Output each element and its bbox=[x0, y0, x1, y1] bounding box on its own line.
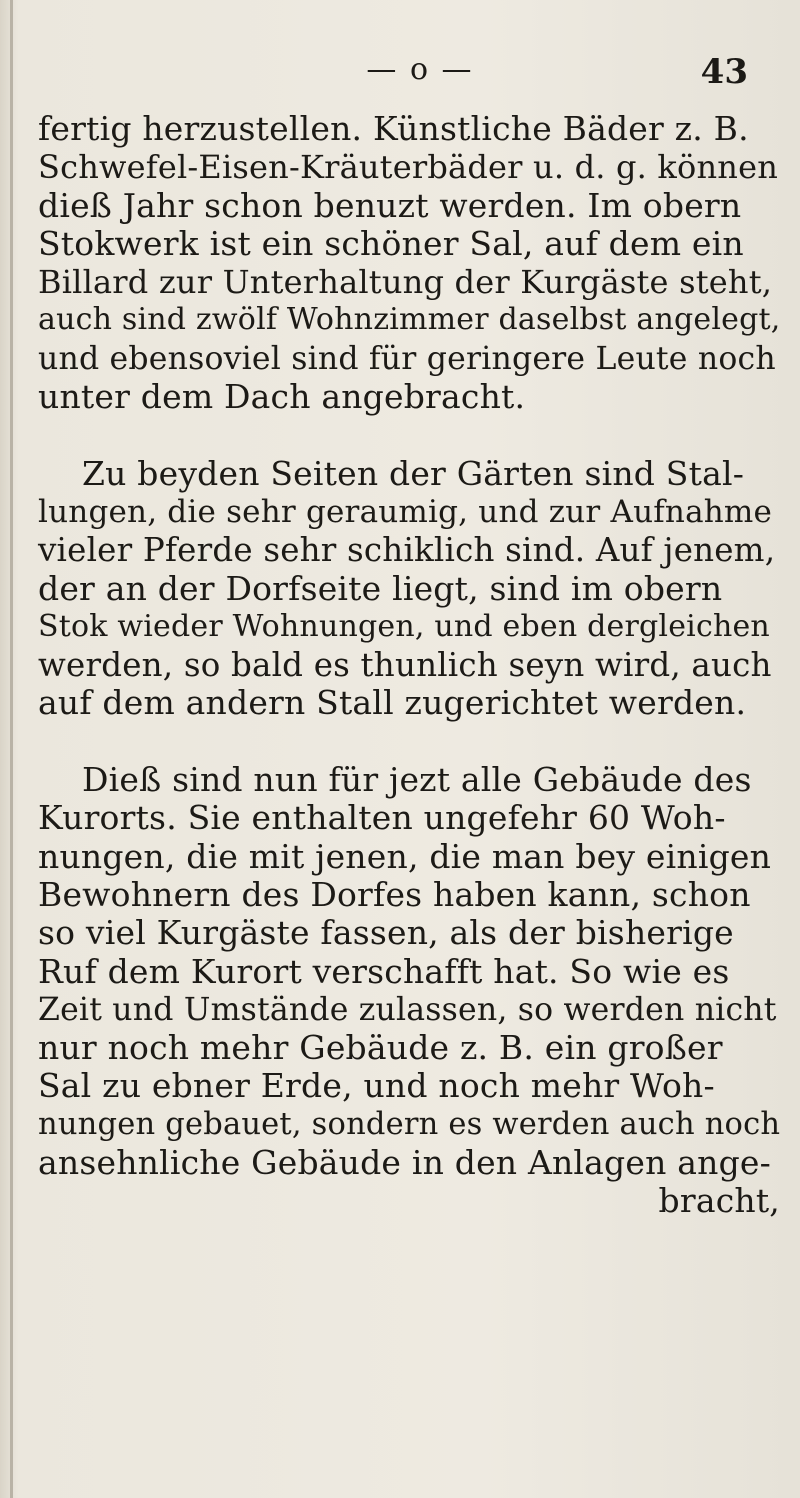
paragraph-2 bbox=[38, 455, 780, 723]
text-line: bracht, bbox=[658, 1181, 780, 1221]
text-line: lungen, die sehr geraumig, und zur Aufnahme bbox=[38, 493, 773, 530]
text-line: Kurorts. Sie enthalten ungefehr 60 Woh- bbox=[38, 798, 726, 838]
text-line: nungen, die mit jenen, die man bey einigen bbox=[38, 836, 772, 876]
page-gutter-edge bbox=[10, 0, 13, 1498]
page-number: 43 bbox=[700, 52, 748, 92]
text-line: der an der Dorfseite liegt, sind im obern bbox=[38, 568, 723, 608]
text-line: auch sind zwölf Wohnzimmer daselbst angelegt, bbox=[38, 302, 781, 338]
text-line: vieler Pferde sehr schiklich sind. Auf jenem, bbox=[38, 531, 776, 570]
text-line: werden, so bald es thunlich seyn wird, auch bbox=[38, 646, 772, 685]
text-line: dieß Jahr schon benuzt werden. Im obern bbox=[38, 185, 742, 225]
text-line: auf dem andern Stall zugerichtet werden. bbox=[38, 683, 747, 723]
text-line: Stok wieder Wohnungen, und eben dergleichen bbox=[38, 608, 770, 644]
text-line: Stokwerk ist ein schöner Sal, auf dem ein bbox=[38, 223, 744, 263]
text-line: Ruf dem Kurort verschafft hat. So wie es bbox=[38, 951, 730, 991]
text-line: Schwefel-Eisen-Kräuterbäder u. d. g. können bbox=[38, 148, 779, 187]
text-line: Bewohnern des Dorfes haben kann, schon bbox=[38, 874, 751, 914]
page-header bbox=[0, 52, 800, 112]
body-text bbox=[38, 110, 780, 1221]
text-line: ansehnliche Gebäude in den Anlagen ange- bbox=[38, 1143, 771, 1183]
text-line: Zeit und Umstände zulassen, so werden nicht bbox=[38, 991, 777, 1028]
paragraph-3 bbox=[38, 761, 780, 1221]
text-line: nungen gebauet, sondern es werden auch noch bbox=[38, 1106, 781, 1142]
paragraph-1 bbox=[38, 110, 780, 416]
text-line: Zu beyden Seiten der Gärten sind Stal- bbox=[82, 453, 745, 493]
text-line: so viel Kurgäste fassen, als der bisherige bbox=[38, 913, 734, 953]
text-line: fertig herzustellen. Künstliche Bäder z. B. bbox=[38, 109, 749, 148]
text-line: und ebensoviel sind für geringere Leute noch bbox=[38, 340, 776, 377]
text-line: unter dem Dach angebracht. bbox=[38, 377, 526, 417]
text-line: Sal zu ebner Erde, und noch mehr Woh- bbox=[38, 1066, 715, 1106]
text-line: nur noch mehr Gebäude z. B. ein großer bbox=[38, 1028, 723, 1068]
text-line: Billard zur Unterhaltung der Kurgäste steht, bbox=[38, 263, 773, 302]
header-ornament: — o — bbox=[366, 52, 474, 87]
text-line: Dieß sind nun für jezt alle Gebäude des bbox=[82, 760, 752, 800]
